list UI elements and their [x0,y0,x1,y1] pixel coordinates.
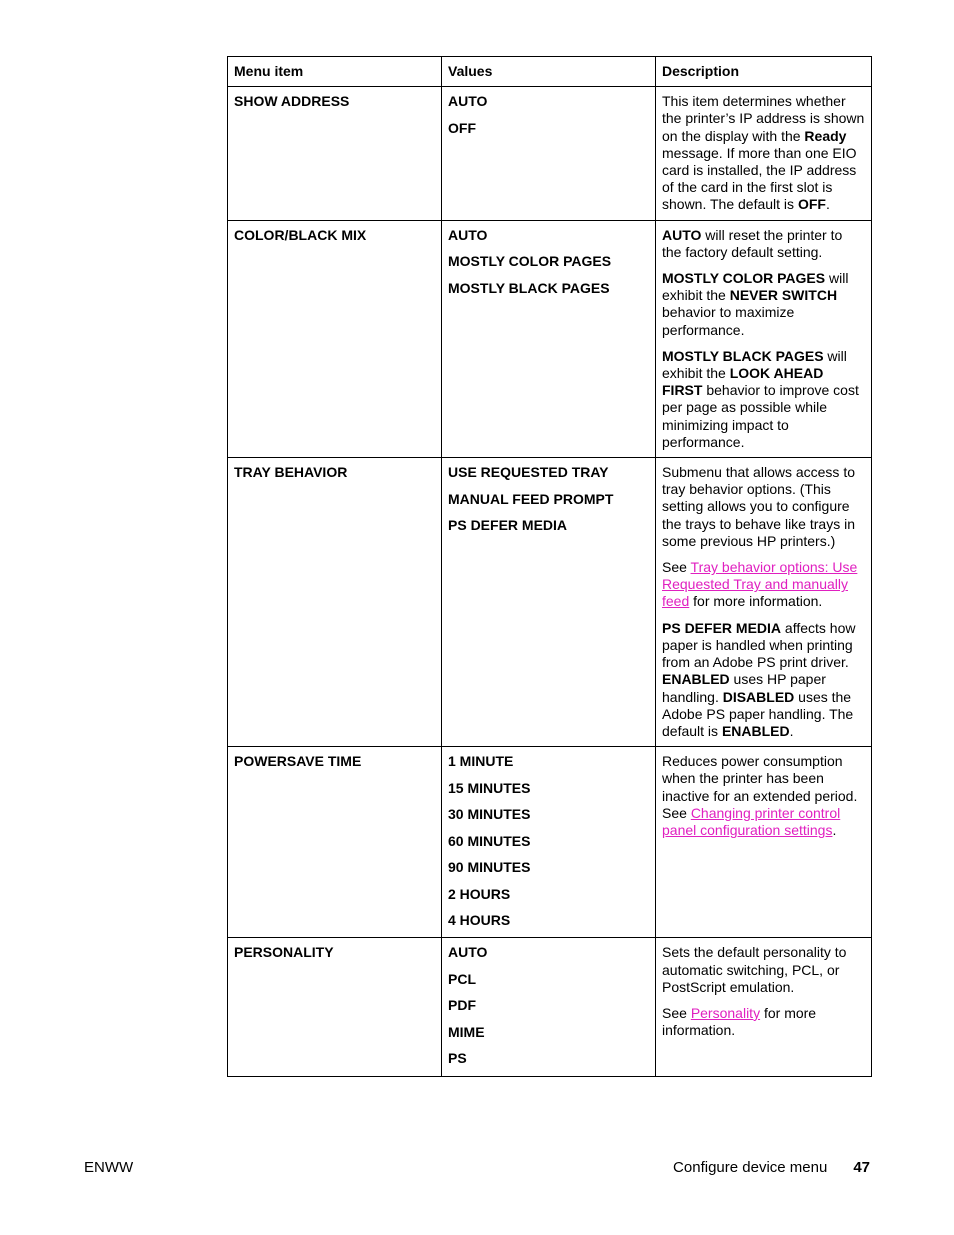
description-paragraph [662,227,865,261]
value-option: AUTO [448,226,488,243]
menu-item-name: COLOR/BLACK MIX [228,220,442,457]
value-option: MANUAL FEED PROMPT [448,490,614,507]
menu-item-values [442,938,656,1076]
table-row [228,458,872,747]
value-option: MIME [448,1023,485,1040]
text: uses the Adobe PS paper handling. The default is [662,688,854,739]
header-values: Values [442,57,656,87]
text: See [662,559,691,576]
menu-item-name: TRAY BEHAVIOR [228,458,442,747]
footer-section-title: Configure device menu [673,1159,828,1176]
value-option: PCL [448,970,476,987]
bold-term: DISABLED [722,688,795,705]
description-paragraph [662,620,865,740]
description-paragraph [662,559,865,611]
table-row [228,87,872,220]
text: behavior to maximize performance. [662,304,795,338]
bold-term: LOOK AHEAD FIRST [662,365,824,399]
description-paragraph [662,944,865,996]
value-option: 15 MINUTES [448,779,531,796]
text: message. If more than one EIO card is installed, the IP address of the card in the first slot is shown. The default is [662,144,857,213]
text: will exhibit the [662,347,847,382]
text: uses HP paper handling. [662,671,826,705]
bold-term: OFF [797,196,826,213]
menu-item-description [656,220,872,457]
header-description: Description [656,57,872,87]
menu-item-description [656,747,872,938]
menu-item-values [442,220,656,457]
bold-term: PS DEFER MEDIA [662,619,782,636]
tray-behavior-link[interactable]: Tray behavior options: Use Requested Tray and manually feed [662,559,858,610]
text: . [832,821,837,838]
text: This item determines whether the printer’s IP address is shown on the display with the [662,93,865,144]
value-option: PDF [448,997,476,1014]
value-option: 2 HOURS [448,885,511,902]
menu-item-name: PERSONALITY [228,938,442,1076]
value-option: 30 MINUTES [448,806,531,823]
value-option: MOSTLY COLOR PAGES [448,253,612,270]
description-paragraph [662,1005,865,1039]
table-row [228,747,872,938]
text: Sets the default personality to automatic switching, PCL, or PostScript emulation. [662,944,847,995]
bold-term: Ready [804,127,847,144]
value-option: OFF [448,119,476,136]
description-paragraph [662,753,865,839]
menu-item-name: SHOW ADDRESS [228,87,442,220]
text: will exhibit the [662,270,849,304]
description-paragraph [662,348,865,451]
menu-table [227,56,872,1077]
text: See [662,1004,691,1021]
value-option: 90 MINUTES [448,859,531,876]
value-option: PS [448,1050,467,1067]
bold-term: ENABLED [721,722,790,739]
value-option: MOSTLY BLACK PAGES [448,279,610,296]
value-option: 60 MINUTES [448,832,531,849]
text: behavior to improve cost per page as possible while minimizing impact to performance. [662,382,859,450]
text: for more information. [662,1004,817,1039]
menu-item-description [656,87,872,220]
table-header-row [228,57,872,87]
text: affects how paper is handled when printing from an Adobe PS print driver. [662,619,856,671]
footer-right [673,1159,870,1176]
bold-term: AUTO [662,226,702,243]
menu-item-description [656,938,872,1076]
description-paragraph [662,93,865,213]
control-panel-settings-link[interactable]: Changing printer control panel configuration settings [662,804,841,838]
page-number: 47 [853,1159,870,1176]
value-option: AUTO [448,93,488,110]
personality-link[interactable]: Personality [690,1004,761,1021]
bold-term: MOSTLY COLOR PAGES [662,270,826,287]
bold-term: ENABLED [662,671,730,688]
menu-item-name: POWERSAVE TIME [228,747,442,938]
text: . [789,722,794,739]
value-option: AUTO [448,944,488,961]
bold-term: NEVER SWITCH [729,287,838,304]
value-option: PS DEFER MEDIA [448,517,568,534]
description-paragraph [662,464,865,550]
text: Submenu that allows access to tray behavior options. (This setting allows you to configure the trays to behave like trays in some previous HP printers.) [662,464,855,549]
value-option: 1 MINUTE [448,753,514,770]
bold-term: MOSTLY BLACK PAGES [662,347,824,364]
header-menu-item: Menu item [228,57,442,87]
value-option: USE REQUESTED TRAY [448,464,609,481]
footer-left-label: ENWW [84,1159,134,1176]
menu-item-values [442,458,656,747]
menu-item-values [442,87,656,220]
menu-item-description [656,458,872,747]
menu-item-values [442,747,656,938]
text: for more information. [689,593,823,610]
description-paragraph [662,270,865,339]
text: Reduces power consumption when the printer has been inactive for an extended period. See [662,753,858,821]
table-row [228,938,872,1076]
text: . [825,196,830,213]
value-option: 4 HOURS [448,912,511,929]
table-row [228,220,872,457]
text: will reset the printer to the factory default setting. [662,226,843,260]
